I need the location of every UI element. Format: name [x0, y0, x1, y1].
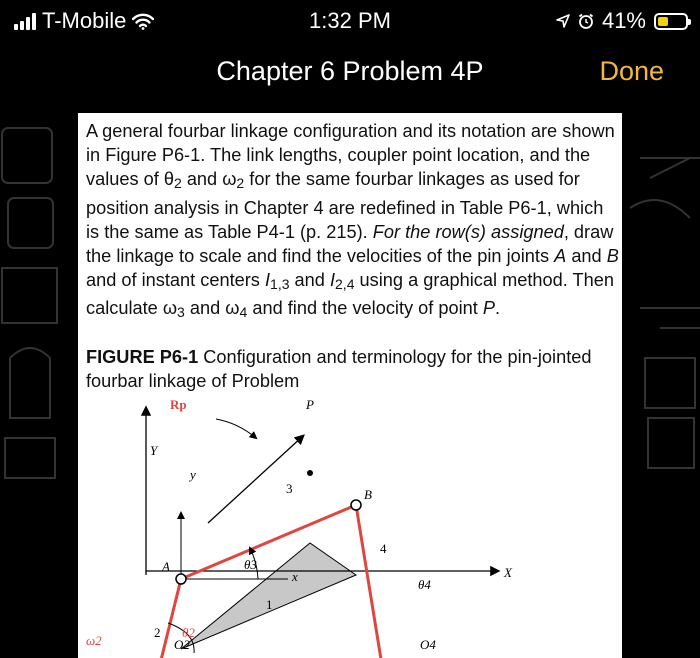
- label-link2: 2: [154, 625, 161, 640]
- location-arrow-icon: [556, 14, 570, 28]
- status-right: [556, 8, 688, 34]
- status-time: 1:32 PM: [309, 8, 391, 33]
- label-link3: 3: [286, 481, 293, 496]
- label-x-local: x: [292, 569, 298, 584]
- battery-percent: 41%: [601, 8, 646, 33]
- label-o4: O4: [420, 637, 436, 652]
- label-b: B: [364, 487, 372, 502]
- label-link4: 4: [380, 541, 387, 556]
- carrier-label: T-Mobile: [42, 8, 127, 33]
- label-theta4: θ4: [418, 577, 431, 592]
- label-x-axis: X: [504, 565, 512, 580]
- label-y-axis: Y: [150, 443, 158, 458]
- label-rp: Rp: [170, 397, 187, 412]
- label-a: A: [162, 559, 170, 574]
- pin-b: [351, 500, 361, 510]
- label-link1: 1: [266, 597, 273, 612]
- done-button[interactable]: Done: [599, 56, 664, 86]
- battery-fill: [658, 17, 668, 26]
- label-y-local: y: [190, 467, 196, 482]
- coupler-link: [181, 543, 356, 649]
- label-p: P: [306, 397, 314, 412]
- label-omega2: ω2: [86, 633, 102, 648]
- label-theta2: θ2: [182, 625, 195, 640]
- point-p: [307, 470, 313, 476]
- page-title: Chapter 6 Problem 4P: [216, 56, 484, 86]
- figure-caption: FIGURE P6-1 Configuration and terminology for the pin-jointed fourbar linkage of Problem: [86, 347, 592, 391]
- nav-bar: [0, 40, 700, 104]
- pin-a: [176, 574, 186, 584]
- problem-statement: A general fourbar linkage configuration and its notation are shown in Figure P6-1. The link lengths, coupler point location, and the values of $\theta_2$ and $\omega_2$ for the same fourbar linkages as used for position analysis in Chapter 4 are redefined in Table P6-1, which is the same as Table P4-1 (p. 215). For the row(s) assigned, draw the linkage to scale and find the velocities of the pin joints A and B and of instant centers $I_{1,3}$ and $I_{2,4}$ using a graphical method. Then calculate $\omega_3$ and $\omega_4$ and find the velocity of point P.: [86, 121, 619, 321]
- label-theta3: θ3: [244, 557, 257, 572]
- problem-document: [78, 113, 622, 658]
- alarm-icon: [578, 13, 594, 29]
- label-o2: O2: [174, 637, 190, 652]
- link-4: [356, 505, 391, 658]
- fourbar-linkage-figure: [78, 393, 622, 658]
- status-bar: [0, 0, 700, 40]
- battery-icon: [654, 13, 688, 30]
